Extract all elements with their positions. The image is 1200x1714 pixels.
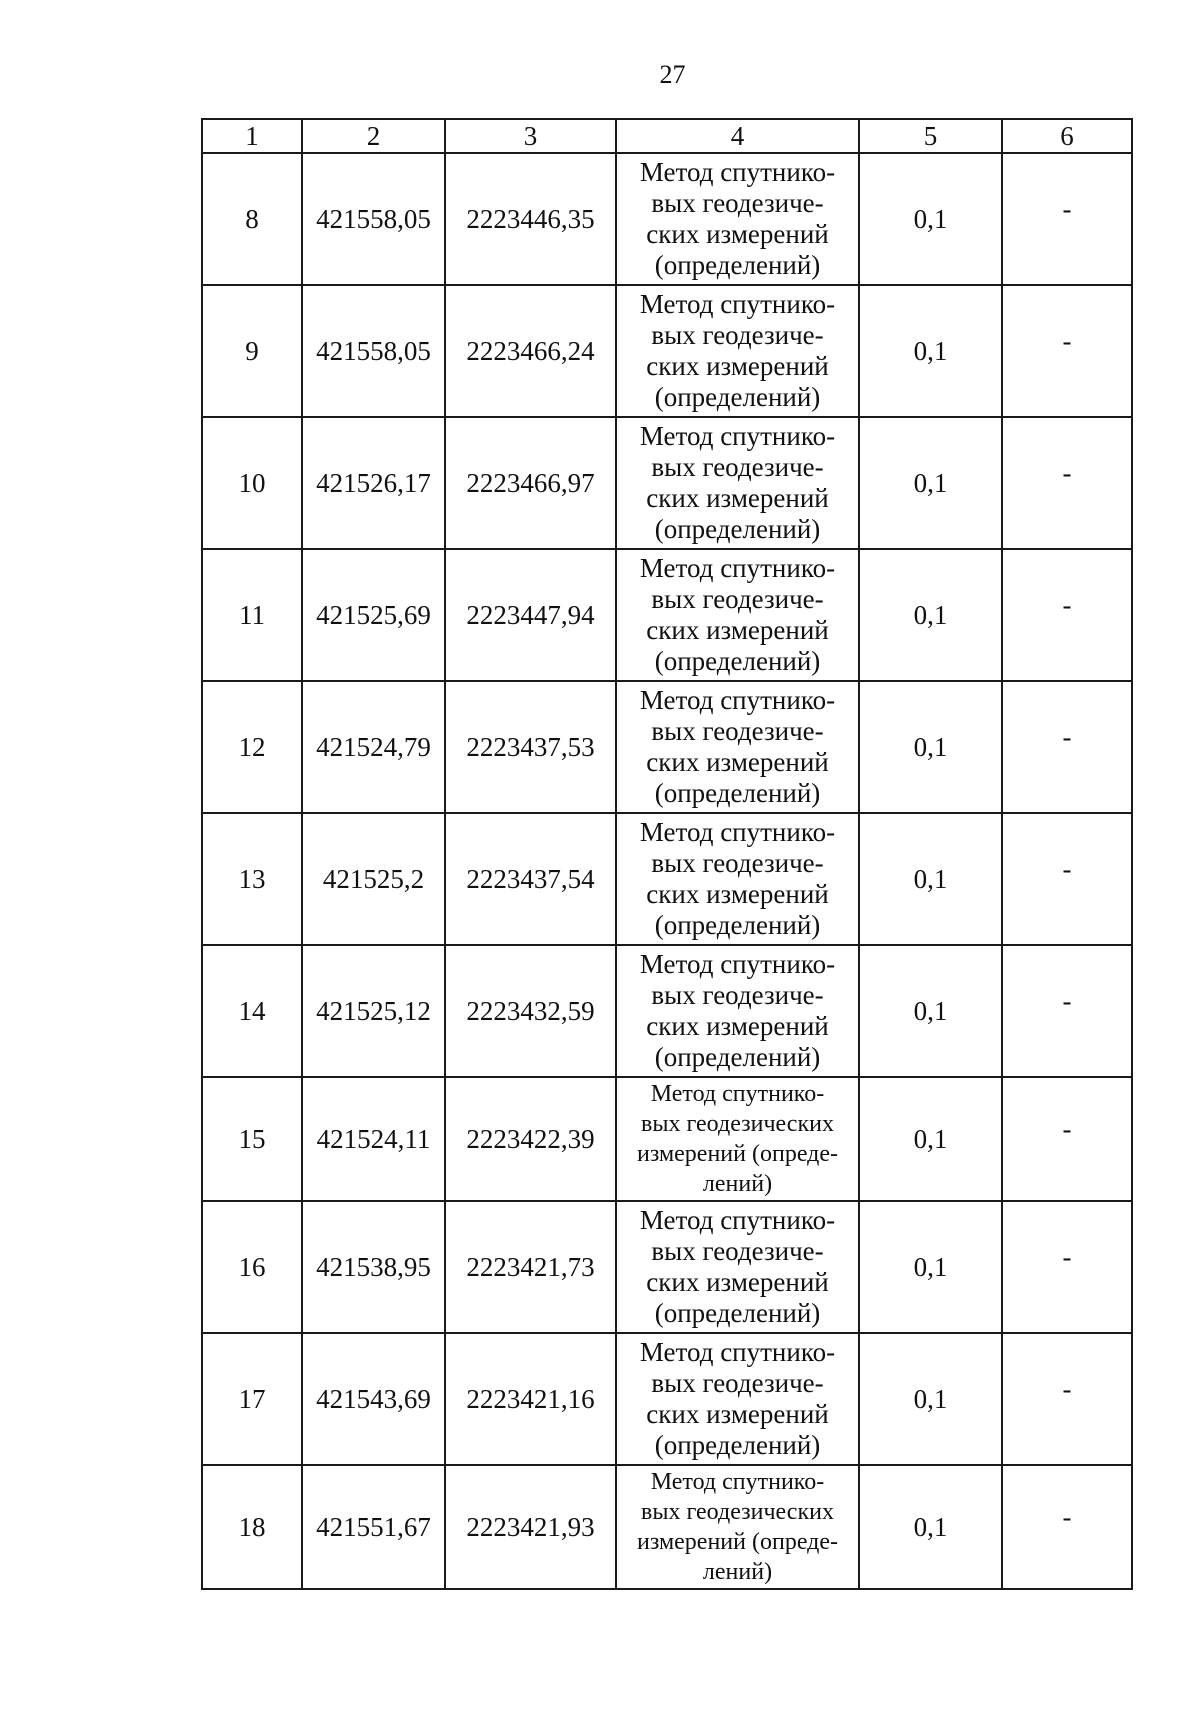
method-line: Метод спутнико- [650, 1081, 825, 1107]
x-coordinate-cell: 421524,79 [302, 681, 445, 813]
method-cell [616, 1465, 859, 1589]
note-cell [1002, 417, 1132, 549]
method-line: (определений) [654, 250, 821, 280]
note-value: - [1062, 589, 1072, 620]
method-line: Метод спутнико- [639, 553, 836, 583]
method-cell [616, 1333, 859, 1465]
point-number-cell: 17 [202, 1333, 302, 1465]
x-coordinate-cell: 421525,2 [302, 813, 445, 945]
method-line: Метод спутнико- [639, 949, 836, 979]
y-coordinate-cell: 2223432,59 [445, 945, 616, 1077]
method-line: Метод спутнико- [639, 817, 836, 847]
y-coordinate-cell: 2223421,73 [445, 1201, 616, 1333]
accuracy-cell: 0,1 [859, 417, 1002, 549]
page-number: 27 [659, 60, 686, 89]
note-value: - [1062, 457, 1072, 488]
method-line: вых геодезических [641, 1111, 834, 1137]
method-line: ских измерений [646, 351, 829, 381]
accuracy-cell: 0,1 [859, 681, 1002, 813]
method-line: вых геодезиче- [651, 980, 824, 1010]
note-value: - [1062, 853, 1072, 884]
method-line: измерений (опреде- [636, 1529, 839, 1555]
method-line: Метод спутнико- [650, 1469, 825, 1495]
method-line: Метод спутнико- [639, 421, 836, 451]
table-row [202, 1333, 1132, 1465]
method-line: лений) [702, 1559, 773, 1585]
method-line: вых геодезиче- [651, 452, 824, 482]
table-row [202, 153, 1132, 285]
table-row [202, 945, 1132, 1077]
table-header-row [202, 119, 1132, 153]
method-line: ских измерений [646, 747, 829, 777]
header-col-3: 3 [445, 119, 616, 153]
method-cell [616, 285, 859, 417]
note-value: - [1062, 1373, 1072, 1404]
note-cell [1002, 1465, 1132, 1589]
method-line: ских измерений [646, 1267, 829, 1297]
x-coordinate-cell: 421538,95 [302, 1201, 445, 1333]
accuracy-cell: 0,1 [859, 1201, 1002, 1333]
header-col-6: 6 [1002, 119, 1132, 153]
note-value: - [1062, 193, 1072, 224]
note-value: - [1062, 1113, 1072, 1144]
method-line: (определений) [654, 514, 821, 544]
method-cell [616, 549, 859, 681]
table-row [202, 681, 1132, 813]
method-cell [616, 813, 859, 945]
accuracy-cell: 0,1 [859, 549, 1002, 681]
coordinates-table [201, 118, 1133, 1590]
note-cell [1002, 1201, 1132, 1333]
method-line: измерений (опреде- [636, 1141, 839, 1167]
method-line: (определений) [654, 1042, 821, 1072]
x-coordinate-cell: 421558,05 [302, 153, 445, 285]
point-number-cell: 8 [202, 153, 302, 285]
accuracy-cell: 0,1 [859, 1333, 1002, 1465]
method-line: вых геодезиче- [651, 848, 824, 878]
method-line: ских измерений [646, 1399, 829, 1429]
x-coordinate-cell: 421525,12 [302, 945, 445, 1077]
method-line: вых геодезических [641, 1499, 834, 1525]
method-cell [616, 1077, 859, 1201]
method-line: (определений) [654, 646, 821, 676]
accuracy-cell: 0,1 [859, 1077, 1002, 1201]
point-number-cell: 11 [202, 549, 302, 681]
note-cell [1002, 945, 1132, 1077]
method-line: вых геодезиче- [651, 320, 824, 350]
point-number-cell: 10 [202, 417, 302, 549]
x-coordinate-cell: 421526,17 [302, 417, 445, 549]
note-cell [1002, 1333, 1132, 1465]
header-col-4: 4 [616, 119, 859, 153]
point-number-cell: 9 [202, 285, 302, 417]
method-line: ских измерений [646, 219, 829, 249]
accuracy-cell: 0,1 [859, 813, 1002, 945]
method-line: лений) [702, 1171, 773, 1197]
y-coordinate-cell: 2223447,94 [445, 549, 616, 681]
method-line: вых геодезиче- [651, 1368, 824, 1398]
method-line: (определений) [654, 910, 821, 940]
method-line: (определений) [654, 1298, 821, 1328]
x-coordinate-cell: 421558,05 [302, 285, 445, 417]
note-value: - [1062, 985, 1072, 1016]
point-number-cell: 16 [202, 1201, 302, 1333]
note-cell [1002, 813, 1132, 945]
method-line: (определений) [654, 778, 821, 808]
table-row [202, 1201, 1132, 1333]
y-coordinate-cell: 2223437,53 [445, 681, 616, 813]
method-line: ских измерений [646, 879, 829, 909]
table-row [202, 1077, 1132, 1201]
method-line: Метод спутнико- [639, 685, 836, 715]
accuracy-cell: 0,1 [859, 153, 1002, 285]
y-coordinate-cell: 2223466,24 [445, 285, 616, 417]
method-line: вых геодезиче- [651, 1236, 824, 1266]
note-cell [1002, 153, 1132, 285]
x-coordinate-cell: 421543,69 [302, 1333, 445, 1465]
method-line: ских измерений [646, 1011, 829, 1041]
x-coordinate-cell: 421525,69 [302, 549, 445, 681]
y-coordinate-cell: 2223446,35 [445, 153, 616, 285]
x-coordinate-cell: 421551,67 [302, 1465, 445, 1589]
x-coordinate-cell: 421524,11 [302, 1077, 445, 1201]
accuracy-cell: 0,1 [859, 945, 1002, 1077]
table-row [202, 549, 1132, 681]
method-line: вых геодезиче- [651, 584, 824, 614]
method-cell [616, 153, 859, 285]
y-coordinate-cell: 2223421,16 [445, 1333, 616, 1465]
y-coordinate-cell: 2223421,93 [445, 1465, 616, 1589]
note-value: - [1062, 721, 1072, 752]
note-cell [1002, 549, 1132, 681]
method-cell [616, 945, 859, 1077]
header-col-1: 1 [202, 119, 302, 153]
method-line: вых геодезиче- [651, 716, 824, 746]
y-coordinate-cell: 2223466,97 [445, 417, 616, 549]
method-line: ских измерений [646, 483, 829, 513]
method-cell [616, 681, 859, 813]
note-cell [1002, 681, 1132, 813]
method-line: вых геодезиче- [651, 188, 824, 218]
method-line: ских измерений [646, 615, 829, 645]
point-number-cell: 12 [202, 681, 302, 813]
point-number-cell: 18 [202, 1465, 302, 1589]
table-row [202, 813, 1132, 945]
table-row [202, 1465, 1132, 1589]
note-value: - [1062, 1241, 1072, 1272]
note-value: - [1062, 325, 1072, 356]
note-cell [1002, 285, 1132, 417]
point-number-cell: 13 [202, 813, 302, 945]
table-row [202, 417, 1132, 549]
point-number-cell: 14 [202, 945, 302, 1077]
accuracy-cell: 0,1 [859, 285, 1002, 417]
note-value: - [1062, 1501, 1072, 1532]
method-cell [616, 1201, 859, 1333]
method-line: Метод спутнико- [639, 1205, 836, 1235]
note-cell [1002, 1077, 1132, 1201]
header-col-5: 5 [859, 119, 1002, 153]
method-line: Метод спутнико- [639, 157, 836, 187]
method-line: (определений) [654, 382, 821, 412]
point-number-cell: 15 [202, 1077, 302, 1201]
method-line: Метод спутнико- [639, 1337, 836, 1367]
header-col-2: 2 [302, 119, 445, 153]
y-coordinate-cell: 2223422,39 [445, 1077, 616, 1201]
accuracy-cell: 0,1 [859, 1465, 1002, 1589]
method-line: (определений) [654, 1430, 821, 1460]
y-coordinate-cell: 2223437,54 [445, 813, 616, 945]
table-row [202, 285, 1132, 417]
method-cell [616, 417, 859, 549]
method-line: Метод спутнико- [639, 289, 836, 319]
